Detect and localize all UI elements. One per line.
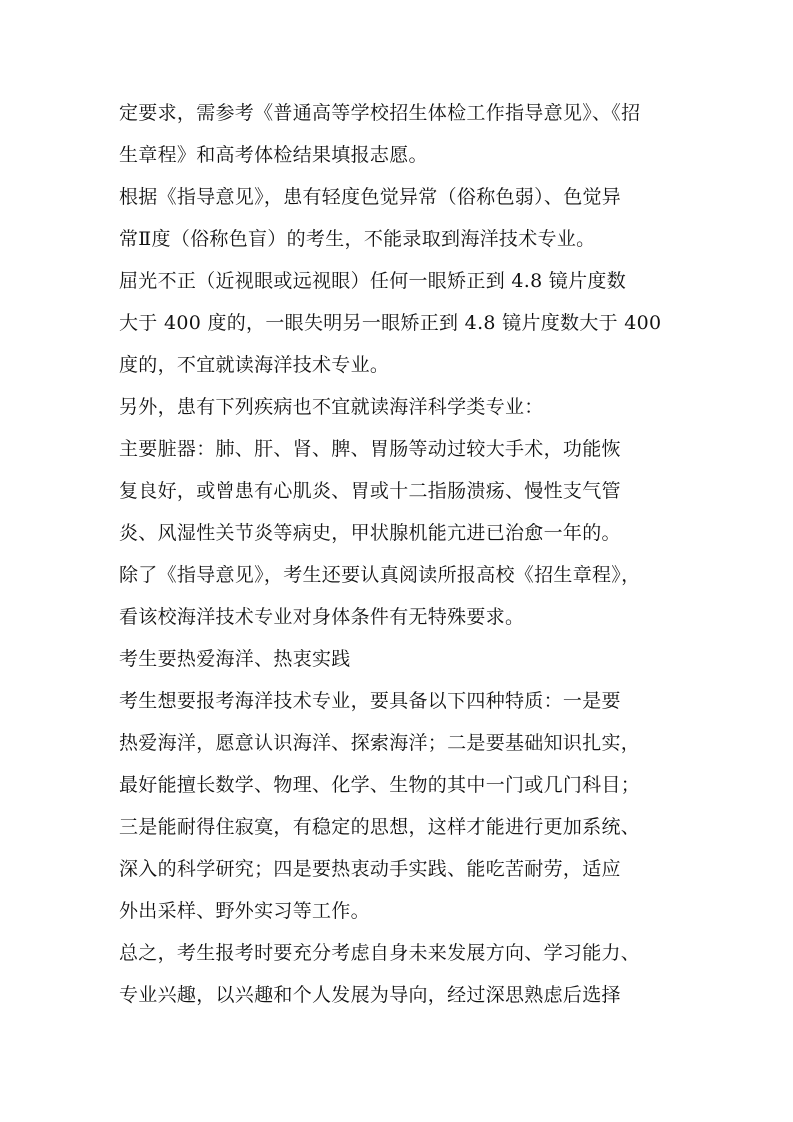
text-line: 外出采样、野外实习等工作。 — [119, 900, 370, 922]
text-line: 屈光不正（近视眼或远视眼）任何一眼矫正到 4.8 镜片度数 — [119, 270, 626, 292]
text-line: 根据《指导意见》，患有轻度色觉异常（俗称色弱）、色觉异 — [119, 186, 622, 208]
text-line: 总之，考生报考时要充分考虑自身未来发展方向、学习能力、 — [119, 942, 641, 964]
text-line: 常Ⅱ度（俗称色盲）的考生，不能录取到海洋技术专业。 — [119, 228, 596, 250]
text-line: 另外，患有下列疾病也不宜就读海洋科学类专业： — [119, 396, 544, 418]
text-line: 专业兴趣，以兴趣和个人发展为导向，经过深思熟虑后选择 — [119, 984, 621, 1006]
text-line: 定要求，需参考《普通高等学校招生体检工作指导意见》、《招 — [119, 102, 641, 124]
text-line: 热爱海洋，愿意认识海洋、探索海洋；二是要基础知识扎实， — [119, 732, 641, 754]
text-line: 看该校海洋技术专业对身体条件有无特殊要求。 — [119, 606, 525, 628]
text-line: 考生想要报考海洋技术专业，要具备以下四种特质：一是要 — [119, 690, 621, 712]
text-line: 生章程》和高考体检结果填报志愿。 — [119, 144, 428, 166]
text-line: 最好能擅长数学、物理、化学、生物的其中一门或几门科目； — [119, 774, 641, 796]
text-line: 复良好，或曾患有心肌炎、胃或十二指肠溃疡、慢性支气管 — [119, 480, 621, 502]
document-body — [119, 94, 679, 1015]
text-line: 炎、风湿性关节炎等病史，甲状腺机能亢进已治愈一年的。 — [119, 522, 621, 544]
text-line: 大于 400 度的，一眼失明另一眼矫正到 4.8 镜片度数大于 400 — [119, 312, 662, 334]
text-line: 主要脏器：肺、肝、肾、脾、胃肠等动过较大手术，功能恢 — [119, 438, 621, 460]
text-line: 除了《指导意见》，考生还要认真阅读所报高校《招生章程》， — [119, 564, 641, 586]
text-line: 深入的科学研究；四是要热衷动手实践、能吃苦耐劳，适应 — [119, 858, 621, 880]
text-line: 考生要热爱海洋、热衷实践 — [119, 648, 351, 670]
text-line: 三是能耐得住寂寞，有稳定的思想，这样才能进行更加系统、 — [119, 816, 641, 838]
text-line: 度的，不宜就读海洋技术专业。 — [119, 354, 390, 376]
